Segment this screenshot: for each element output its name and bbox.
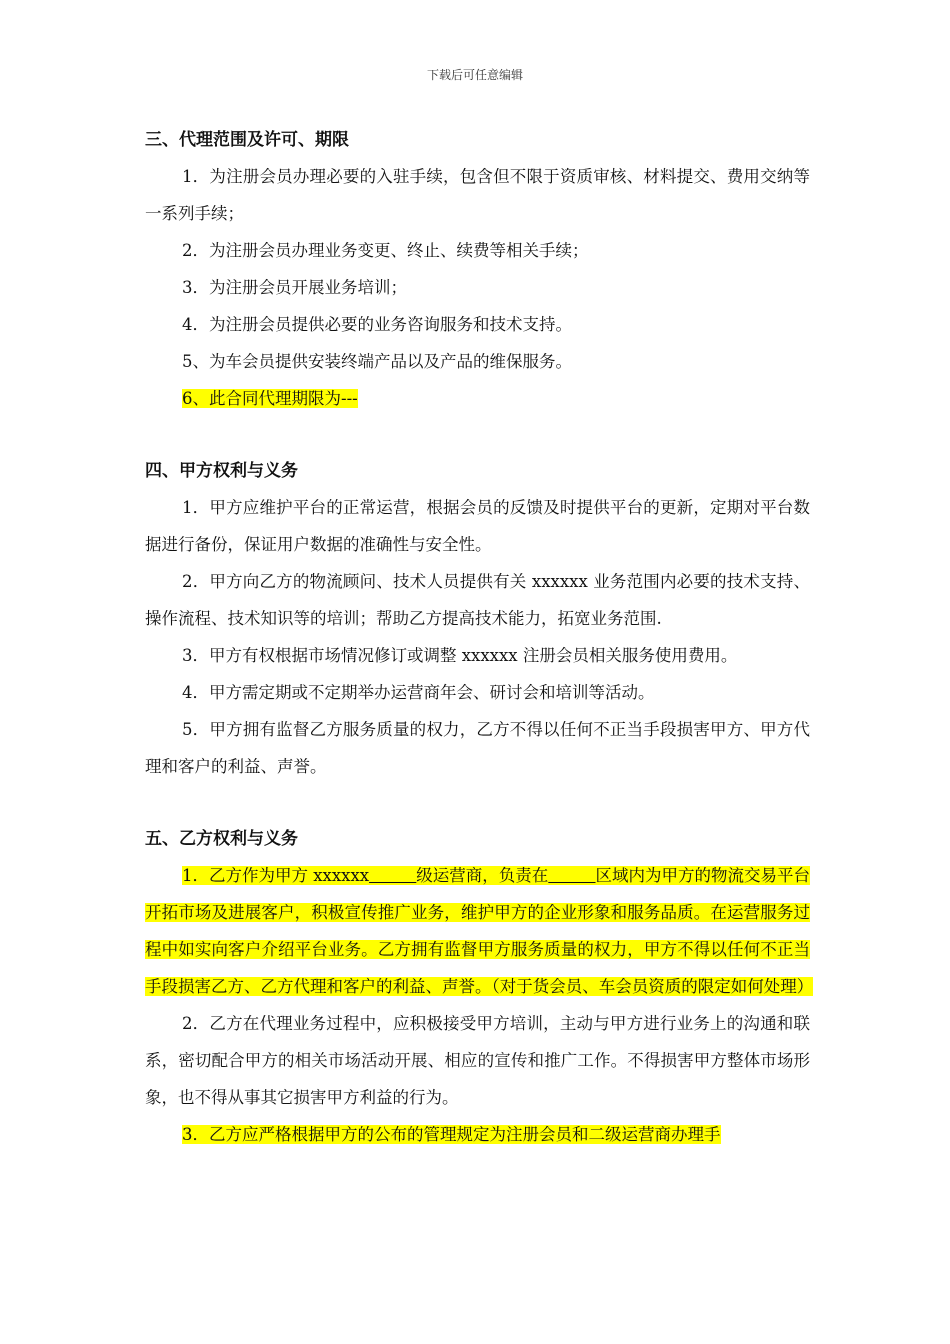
section-5-item-1: [145, 857, 814, 1005]
page-header-note: 下载后可任意编辑: [426, 68, 523, 82]
blank-field-level: [369, 866, 416, 885]
item-1-part-a: 1．乙方作为甲方 xxxxxx: [182, 866, 370, 885]
section-4-item-1: 1．甲方应维护平台的正常运营，根据会员的反馈及时提供平台的更新，定期对平台数据进行备份，保证用户数据的准确性与安全性。: [145, 498, 810, 554]
section-3-item-3: 3．为注册会员开展业务培训；: [182, 278, 407, 297]
section-5-item-3: [145, 1116, 810, 1153]
section-5-title: 五、乙方权利与义务: [145, 829, 298, 849]
highlighted-text: 6、此合同代理期限为---: [182, 389, 358, 408]
document-body: [145, 122, 814, 1153]
highlighted-text: 3．乙方应严格根据甲方的公布的管理规定为注册会员和二级运营商办理手: [182, 1125, 721, 1144]
section-4-title: 四、甲方权利与义务: [145, 461, 298, 481]
spacer: [145, 417, 810, 453]
section-3-item-1: 1．为注册会员办理必要的入驻手续，包含但不限于资质审核、材料提交、费用交纳等一系列手续；: [145, 167, 810, 223]
section-3-item-4: 4．为注册会员提供必要的业务咨询服务和技术支持。: [182, 315, 572, 334]
section-3-title: 三、代理范围及许可、期限: [145, 130, 349, 150]
section-4-item-4: 4．甲方需定期或不定期举办运营商年会、研讨会和培训等活动。: [182, 683, 655, 702]
section-3-item-5: 5、为车会员提供安装终端产品以及产品的维保服务。: [182, 352, 572, 371]
section-4-item-3: 3．甲方有权根据市场情况修订或调整 xxxxxx 注册会员相关服务使用费用。: [182, 646, 738, 665]
spacer: [145, 785, 810, 821]
blank-field-region: [548, 866, 595, 885]
section-4-item-5: 5．甲方拥有监督乙方服务质量的权力，乙方不得以任何不正当手段损害甲方、甲方代理和客户的利益、声誉。: [145, 720, 810, 776]
section-3-item-2: 2．为注册会员办理业务变更、终止、续费等相关手续；: [182, 241, 589, 260]
section-3-item-6: [145, 380, 810, 417]
item-1-part-b: 级运营商，负责在: [416, 866, 549, 885]
item-1-part-c: 区域内为甲方的物流交易平台开拓市场及进展客户，积极宣传推广业务，维护甲方的企业形象和服务品质。在运营服务过程中如实向客户介绍平台业务。乙方拥有监督甲方服务质量的权力，甲方不得以任何不正当手段损害乙方、乙方代理和客户的利益、声誉。（对于货会员、车会员资质的限定如何处理）: [145, 866, 814, 996]
highlighted-text: [145, 866, 813, 996]
section-5-item-2: 2．乙方在代理业务过程中，应积极接受甲方培训，主动与甲方进行业务上的沟通和联系，密切配合甲方的相关市场活动开展、相应的宣传和推广工作。不得损害甲方整体市场形象，也不得从事其它损害甲方利益的行为。: [145, 1014, 810, 1107]
section-4-item-2: 2．甲方向乙方的物流顾问、技术人员提供有关 xxxxxx 业务范围内必要的技术支持、操作流程、技术知识等的培训；帮助乙方提高技术能力，拓宽业务范围.: [145, 572, 810, 628]
